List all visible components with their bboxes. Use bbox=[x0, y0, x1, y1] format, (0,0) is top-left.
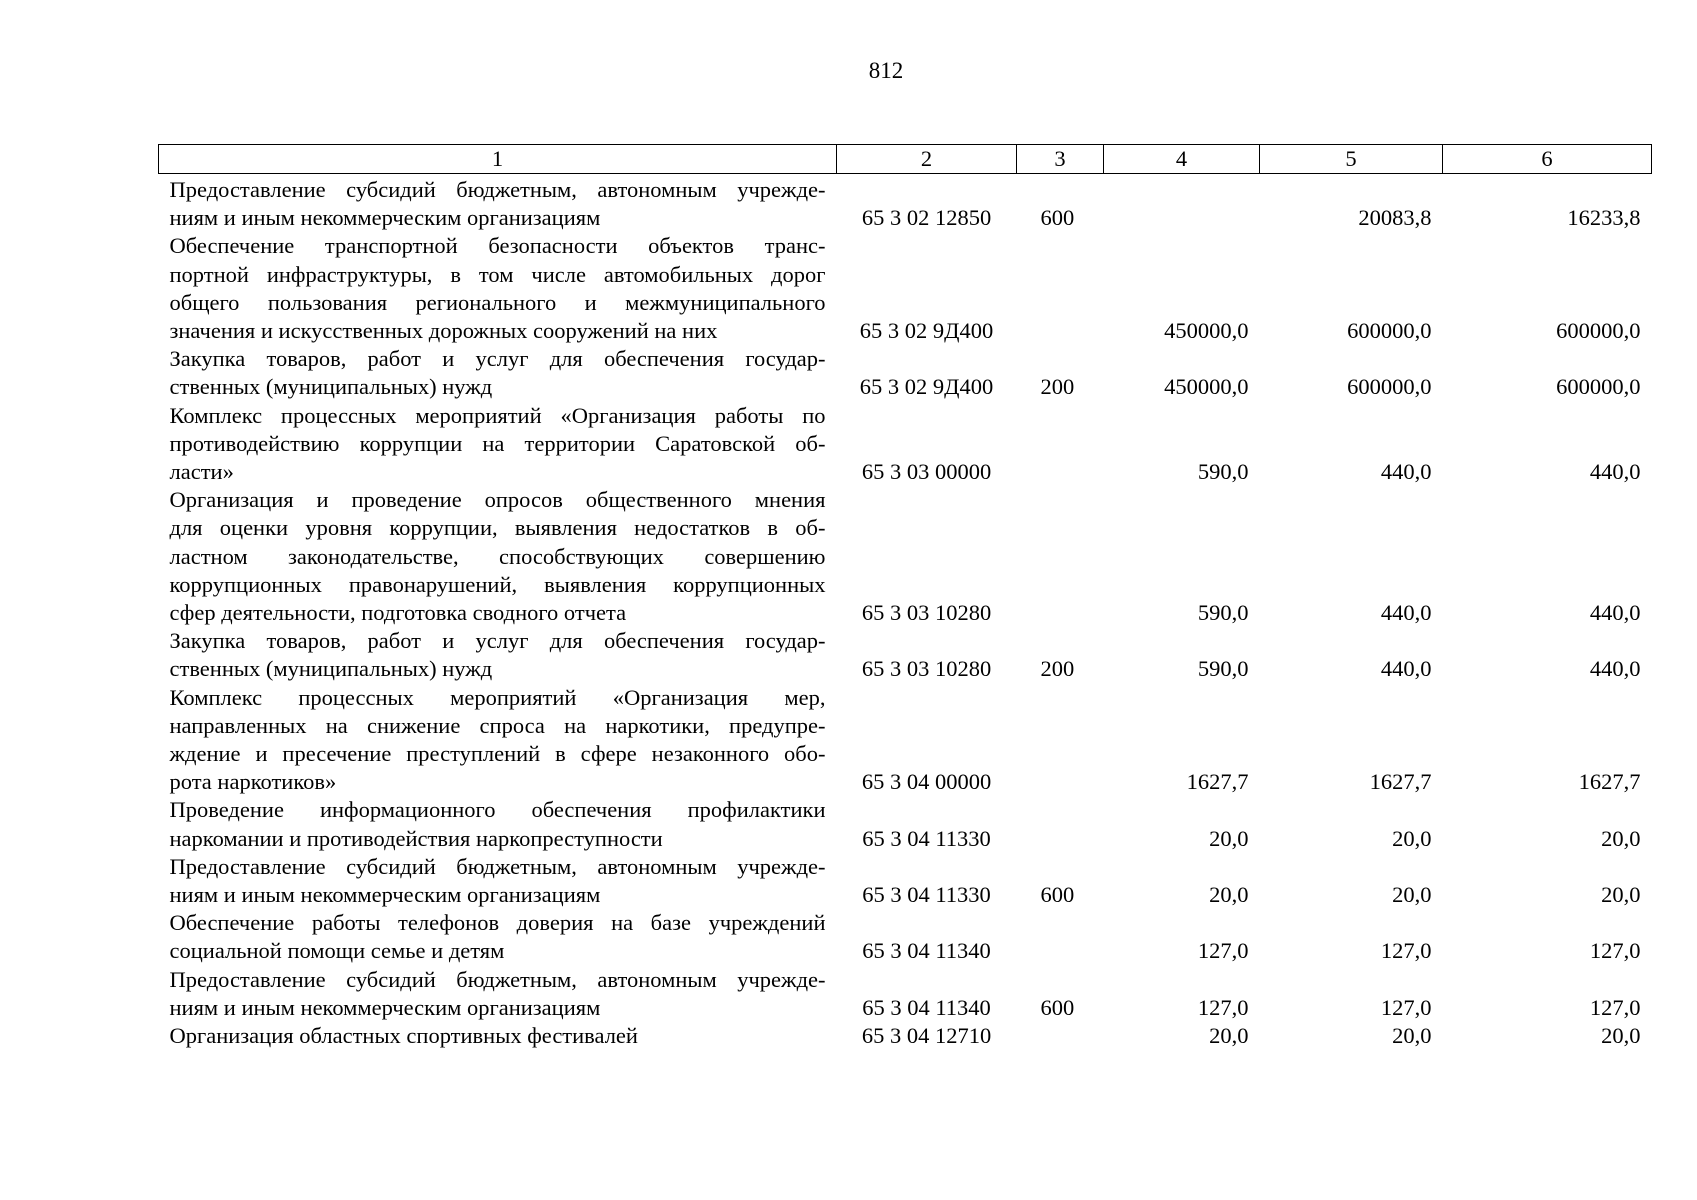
row-name-line: коррупционных правонарушений, выявления коррупционных bbox=[169, 571, 826, 597]
row-expense-type: 600 bbox=[1040, 994, 1075, 1020]
table-row bbox=[159, 174, 1652, 233]
row-value-col6: 440,0 bbox=[1589, 600, 1641, 626]
row-name-cell bbox=[159, 796, 837, 852]
row-name-cell bbox=[159, 232, 837, 345]
row-expense-type: 600 bbox=[1040, 205, 1075, 231]
row-name-line: значения и искусственных дорожных сооружений на них bbox=[169, 318, 718, 344]
row-expense-type bbox=[1017, 909, 1104, 965]
row-name-line: ственных (муниципальных) нужд bbox=[169, 656, 493, 682]
table-row bbox=[159, 627, 1652, 683]
row-code: 65 3 04 12710 bbox=[861, 1023, 992, 1049]
row-name-cell bbox=[159, 966, 837, 1022]
row-code: 65 3 04 11340 bbox=[862, 938, 991, 964]
row-name-line: ниям и иным некоммерческим организациям bbox=[169, 882, 601, 908]
header-col-5: 5 bbox=[1260, 145, 1443, 174]
table-row bbox=[159, 232, 1652, 345]
row-code: 65 3 02 12850 bbox=[861, 205, 992, 231]
row-value-col6: 20,0 bbox=[1601, 882, 1641, 908]
row-code: 65 3 02 9Д400 bbox=[859, 318, 994, 344]
row-expense-type bbox=[1017, 1022, 1104, 1050]
table-row bbox=[159, 966, 1652, 1022]
row-name-line: ственных (муниципальных) нужд bbox=[169, 374, 493, 400]
header-row bbox=[159, 145, 1652, 174]
table-row bbox=[159, 909, 1652, 965]
header-col-4: 4 bbox=[1104, 145, 1260, 174]
row-name-cell bbox=[159, 402, 837, 487]
row-expense-type: 200 bbox=[1040, 656, 1075, 682]
row-name-line: наркомании и противодействия наркопреступности bbox=[169, 825, 663, 851]
row-value-col6: 600000,0 bbox=[1556, 374, 1641, 400]
row-value-col6: 16233,8 bbox=[1567, 205, 1641, 231]
row-code: 65 3 03 00000 bbox=[861, 459, 992, 485]
row-name-line: Предоставление субсидий бюджетным, автономным учрежде- bbox=[169, 177, 826, 202]
row-name-line: общего пользования регионального и межмуниципального bbox=[169, 289, 826, 315]
row-value-col5: 600000,0 bbox=[1347, 374, 1432, 400]
row-value-col4: 590,0 bbox=[1197, 459, 1249, 485]
row-name-line: Комплекс процессных мероприятий «Организация мер, bbox=[169, 684, 826, 710]
row-value-col6: 1627,7 bbox=[1578, 769, 1641, 795]
header-col-6: 6 bbox=[1443, 145, 1652, 174]
row-value-col6: 440,0 bbox=[1589, 459, 1641, 485]
row-name-line: противодействию коррупции на территории Саратовской об- bbox=[169, 430, 826, 456]
row-name-cell bbox=[159, 486, 837, 627]
table-row bbox=[159, 1022, 1652, 1050]
row-name-cell bbox=[159, 853, 837, 909]
row-value-col4: 590,0 bbox=[1197, 656, 1249, 682]
row-value-col4: 20,0 bbox=[1209, 825, 1249, 851]
row-value-col4: 450000,0 bbox=[1164, 318, 1249, 344]
row-value-col5: 20,0 bbox=[1392, 1023, 1432, 1049]
table-row bbox=[159, 796, 1652, 852]
row-value-col6: 20,0 bbox=[1601, 825, 1641, 851]
row-value-col6: 600000,0 bbox=[1556, 318, 1641, 344]
row-value-col5: 20083,8 bbox=[1358, 205, 1432, 231]
row-expense-type bbox=[1017, 796, 1104, 852]
row-name-cell bbox=[159, 684, 837, 797]
row-code: 65 3 04 00000 bbox=[861, 769, 992, 795]
row-name-line: ласти» bbox=[169, 459, 234, 485]
row-code: 65 3 04 11330 bbox=[862, 882, 991, 908]
row-expense-type bbox=[1017, 402, 1104, 487]
row-code: 65 3 03 10280 bbox=[861, 600, 992, 626]
row-name-cell bbox=[159, 1022, 837, 1050]
row-value-col4: 590,0 bbox=[1197, 600, 1249, 626]
table-body bbox=[159, 174, 1652, 1051]
row-name-line: ластном законодательстве, способствующих совершению bbox=[169, 543, 826, 569]
row-value-col5: 20,0 bbox=[1392, 825, 1432, 851]
row-name-cell bbox=[159, 345, 837, 401]
row-value-col5: 127,0 bbox=[1380, 994, 1432, 1020]
row-name-line: Обеспечение транспортной безопасности объектов транс- bbox=[169, 233, 826, 259]
row-name-line: портной инфраструктуры, в том числе автомобильных дорог bbox=[169, 261, 826, 287]
row-value-col6: 20,0 bbox=[1601, 1023, 1641, 1049]
table-row bbox=[159, 402, 1652, 487]
row-value-col4: 127,0 bbox=[1197, 938, 1249, 964]
row-value-col4: 20,0 bbox=[1209, 1023, 1249, 1049]
table-row bbox=[159, 486, 1652, 627]
budget-table bbox=[158, 144, 1652, 1050]
row-code: 65 3 03 10280 bbox=[861, 656, 992, 682]
row-value-col5: 127,0 bbox=[1380, 938, 1432, 964]
row-name-line: Закупка товаров, работ и услуг для обеспечения государ- bbox=[169, 346, 826, 372]
row-name-line: ниям и иным некоммерческим организациям bbox=[169, 994, 601, 1020]
row-name-line: Закупка товаров, работ и услуг для обеспечения государ- bbox=[169, 628, 826, 654]
row-name-cell bbox=[159, 627, 837, 683]
header-col-3: 3 bbox=[1017, 145, 1104, 174]
row-name-line: Предоставление субсидий бюджетным, автономным учрежде- bbox=[169, 966, 826, 992]
row-expense-type: 200 bbox=[1040, 374, 1075, 400]
row-name-line: Обеспечение работы телефонов доверия на базе учреждений bbox=[169, 910, 826, 936]
row-expense-type bbox=[1017, 486, 1104, 627]
row-code: 65 3 04 11330 bbox=[862, 825, 991, 851]
row-value-col5: 1627,7 bbox=[1369, 769, 1432, 795]
table-row bbox=[159, 684, 1652, 797]
row-value-col4: 127,0 bbox=[1197, 994, 1249, 1020]
row-expense-type bbox=[1017, 684, 1104, 797]
row-value-col5: 600000,0 bbox=[1347, 318, 1432, 344]
row-name-line: Организация областных спортивных фестивалей bbox=[169, 1023, 638, 1049]
row-value-col5: 440,0 bbox=[1380, 459, 1432, 485]
row-value-col6: 127,0 bbox=[1589, 938, 1641, 964]
header-col-2: 2 bbox=[837, 145, 1017, 174]
row-value-col4: 1627,7 bbox=[1186, 769, 1249, 795]
row-name-cell bbox=[159, 909, 837, 965]
row-name-line: для оценки уровня коррупции, выявления недостатков в об- bbox=[169, 515, 826, 541]
page-number: 812 bbox=[868, 58, 904, 83]
row-value-col4: 450000,0 bbox=[1164, 374, 1249, 400]
row-name-line: Проведение информационного обеспечения профилактики bbox=[169, 797, 826, 823]
row-value-col5: 20,0 bbox=[1392, 882, 1432, 908]
row-value-col5: 440,0 bbox=[1380, 656, 1432, 682]
row-code: 65 3 02 9Д400 bbox=[859, 374, 994, 400]
row-name-line: направленных на снижение спроса на наркотики, предупре- bbox=[169, 712, 826, 738]
row-value-col5: 440,0 bbox=[1380, 600, 1432, 626]
row-value-col6: 127,0 bbox=[1589, 994, 1641, 1020]
row-name-line: социальной помощи семье и детям bbox=[169, 938, 505, 964]
row-value-col6: 440,0 bbox=[1589, 656, 1641, 682]
row-name-line: Предоставление субсидий бюджетным, автономным учрежде- bbox=[169, 853, 826, 879]
row-code: 65 3 04 11340 bbox=[862, 994, 991, 1020]
row-value-col4 bbox=[1104, 174, 1260, 233]
row-value-col4: 20,0 bbox=[1209, 882, 1249, 908]
row-name-line: Организация и проведение опросов общественного мнения bbox=[169, 487, 826, 513]
row-name-line: ниям и иным некоммерческим организациям bbox=[169, 205, 601, 231]
row-name-line: ждение и пресечение преступлений в сфере незаконного обо- bbox=[169, 741, 826, 767]
row-name-line: сфер деятельности, подготовка сводного отчета bbox=[169, 600, 627, 626]
row-expense-type bbox=[1017, 232, 1104, 345]
row-name-line: рота наркотиков» bbox=[169, 769, 337, 795]
row-name-cell bbox=[159, 174, 837, 233]
row-name-line: Комплекс процессных мероприятий «Организация работы по bbox=[169, 402, 826, 428]
row-expense-type: 600 bbox=[1040, 882, 1075, 908]
table-header bbox=[159, 145, 1652, 174]
header-col-1: 1 bbox=[159, 145, 837, 174]
table-row bbox=[159, 853, 1652, 909]
table-row bbox=[159, 345, 1652, 401]
